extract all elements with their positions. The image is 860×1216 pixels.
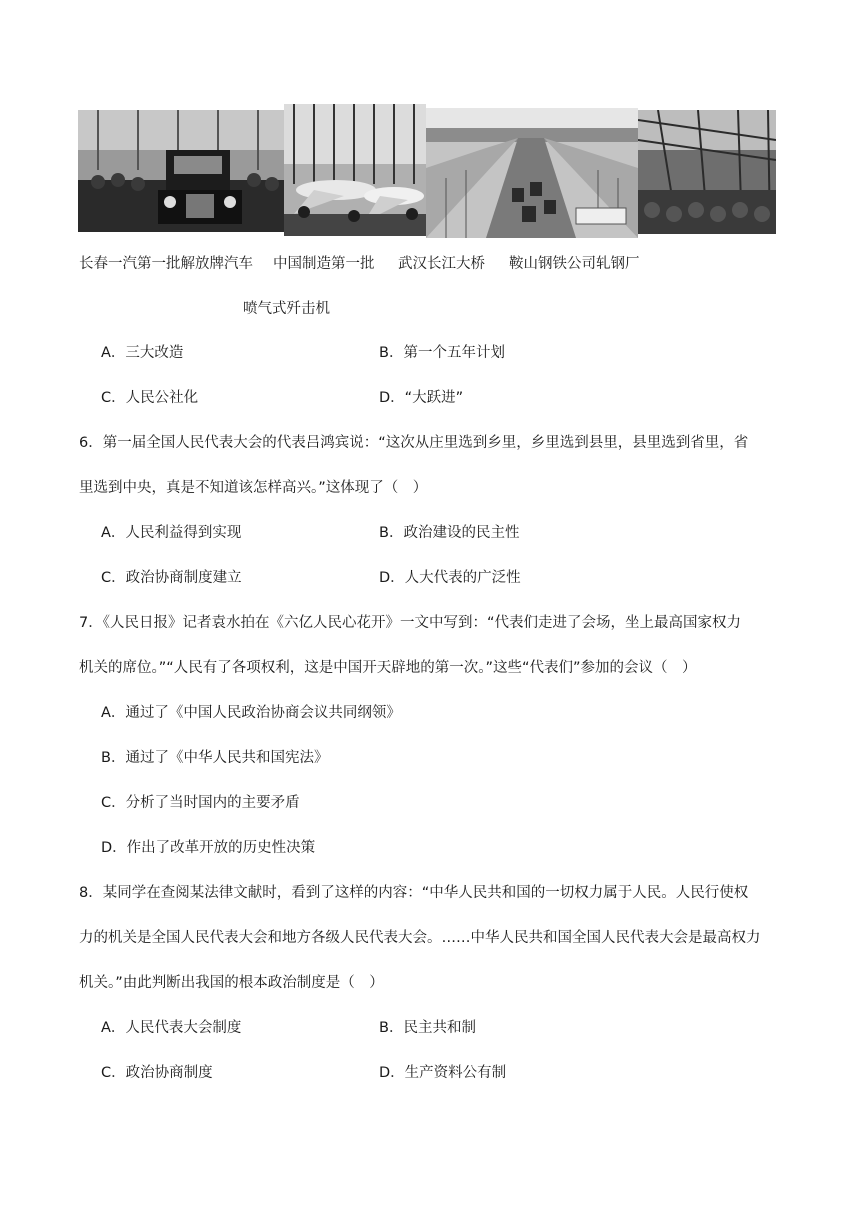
- photo-caption-jet: 中国制造第一批: [273, 256, 375, 272]
- q6-stem-line1: 6．第一届全国人民代表大会的代表吕鸿宾说：“这次从庄里选到乡里，乡里选到县里，县里选到省里，省: [79, 435, 749, 451]
- q5-option-b[interactable]: B．第一个五年计划: [379, 345, 505, 361]
- q7-option-b[interactable]: B．通过了《中华人民共和国宪法》: [101, 750, 329, 766]
- q7-stem-line1: 7．《人民日报》记者袁水拍在《六亿人民心花开》一文中写到：“代表们走进了会场，坐上最高国家权力: [79, 615, 741, 631]
- q6-option-b[interactable]: B．政治建设的民主性: [379, 525, 520, 541]
- q6-stem-line2: 里选到中央，真是不知道该怎样高兴。”这体现了（ ）: [79, 480, 428, 496]
- photo-caption-truck: 长春一汽第一批解放牌汽车: [79, 256, 253, 272]
- q7-option-c[interactable]: C．分析了当时国内的主要矛盾: [101, 795, 300, 811]
- photo-caption-jet-line2: 喷气式歼击机: [243, 301, 330, 317]
- photo-caption-bridge: 武汉长江大桥: [398, 256, 485, 272]
- photo-wuhan-bridge: [426, 108, 638, 238]
- q6-option-a[interactable]: A．人民利益得到实现: [101, 525, 242, 541]
- q6-option-c[interactable]: C．政治协商制度建立: [101, 570, 242, 586]
- q5-option-d[interactable]: D．“大跃进”: [379, 390, 464, 406]
- q7-stem-line2: 机关的席位。”“人民有了各项权利，这是中国开天辟地的第一次。”这些“代表们”参加的会议（ ）: [79, 660, 697, 676]
- q8-stem-line3: 机关。”由此判断出我国的根本政治制度是（ ）: [79, 975, 384, 991]
- q8-option-b[interactable]: B．民主共和制: [379, 1020, 476, 1036]
- q5-option-c[interactable]: C．人民公社化: [101, 390, 199, 406]
- q8-stem-line1: 8．某同学在查阅某法律文献时，看到了这样的内容：“中华人民共和国的一切权力属于人民。人民行使权: [79, 885, 749, 901]
- q7-option-a[interactable]: A．通过了《中国人民政治协商会议共同纲领》: [101, 705, 401, 721]
- q7-option-d[interactable]: D．作出了改革开放的历史性决策: [101, 840, 316, 856]
- q8-option-a[interactable]: A．人民代表大会制度: [101, 1020, 242, 1036]
- q5-option-a[interactable]: A．三大改造: [101, 345, 184, 361]
- photo-liberation-truck: [78, 110, 284, 232]
- photo-steel-mill: [638, 110, 776, 234]
- q6-option-d[interactable]: D．人大代表的广泛性: [379, 570, 521, 586]
- q8-option-d[interactable]: D．生产资料公有制: [379, 1065, 507, 1081]
- photo-caption-steel: 鞍山钢铁公司轧钢厂: [509, 256, 640, 272]
- q8-option-c[interactable]: C．政治协商制度: [101, 1065, 213, 1081]
- q8-stem-line2: 力的机关是全国人民代表大会和地方各级人民代表大会。……中华人民共和国全国人民代表大会是最高权力: [79, 930, 761, 946]
- photo-jet-fighters: [284, 104, 426, 236]
